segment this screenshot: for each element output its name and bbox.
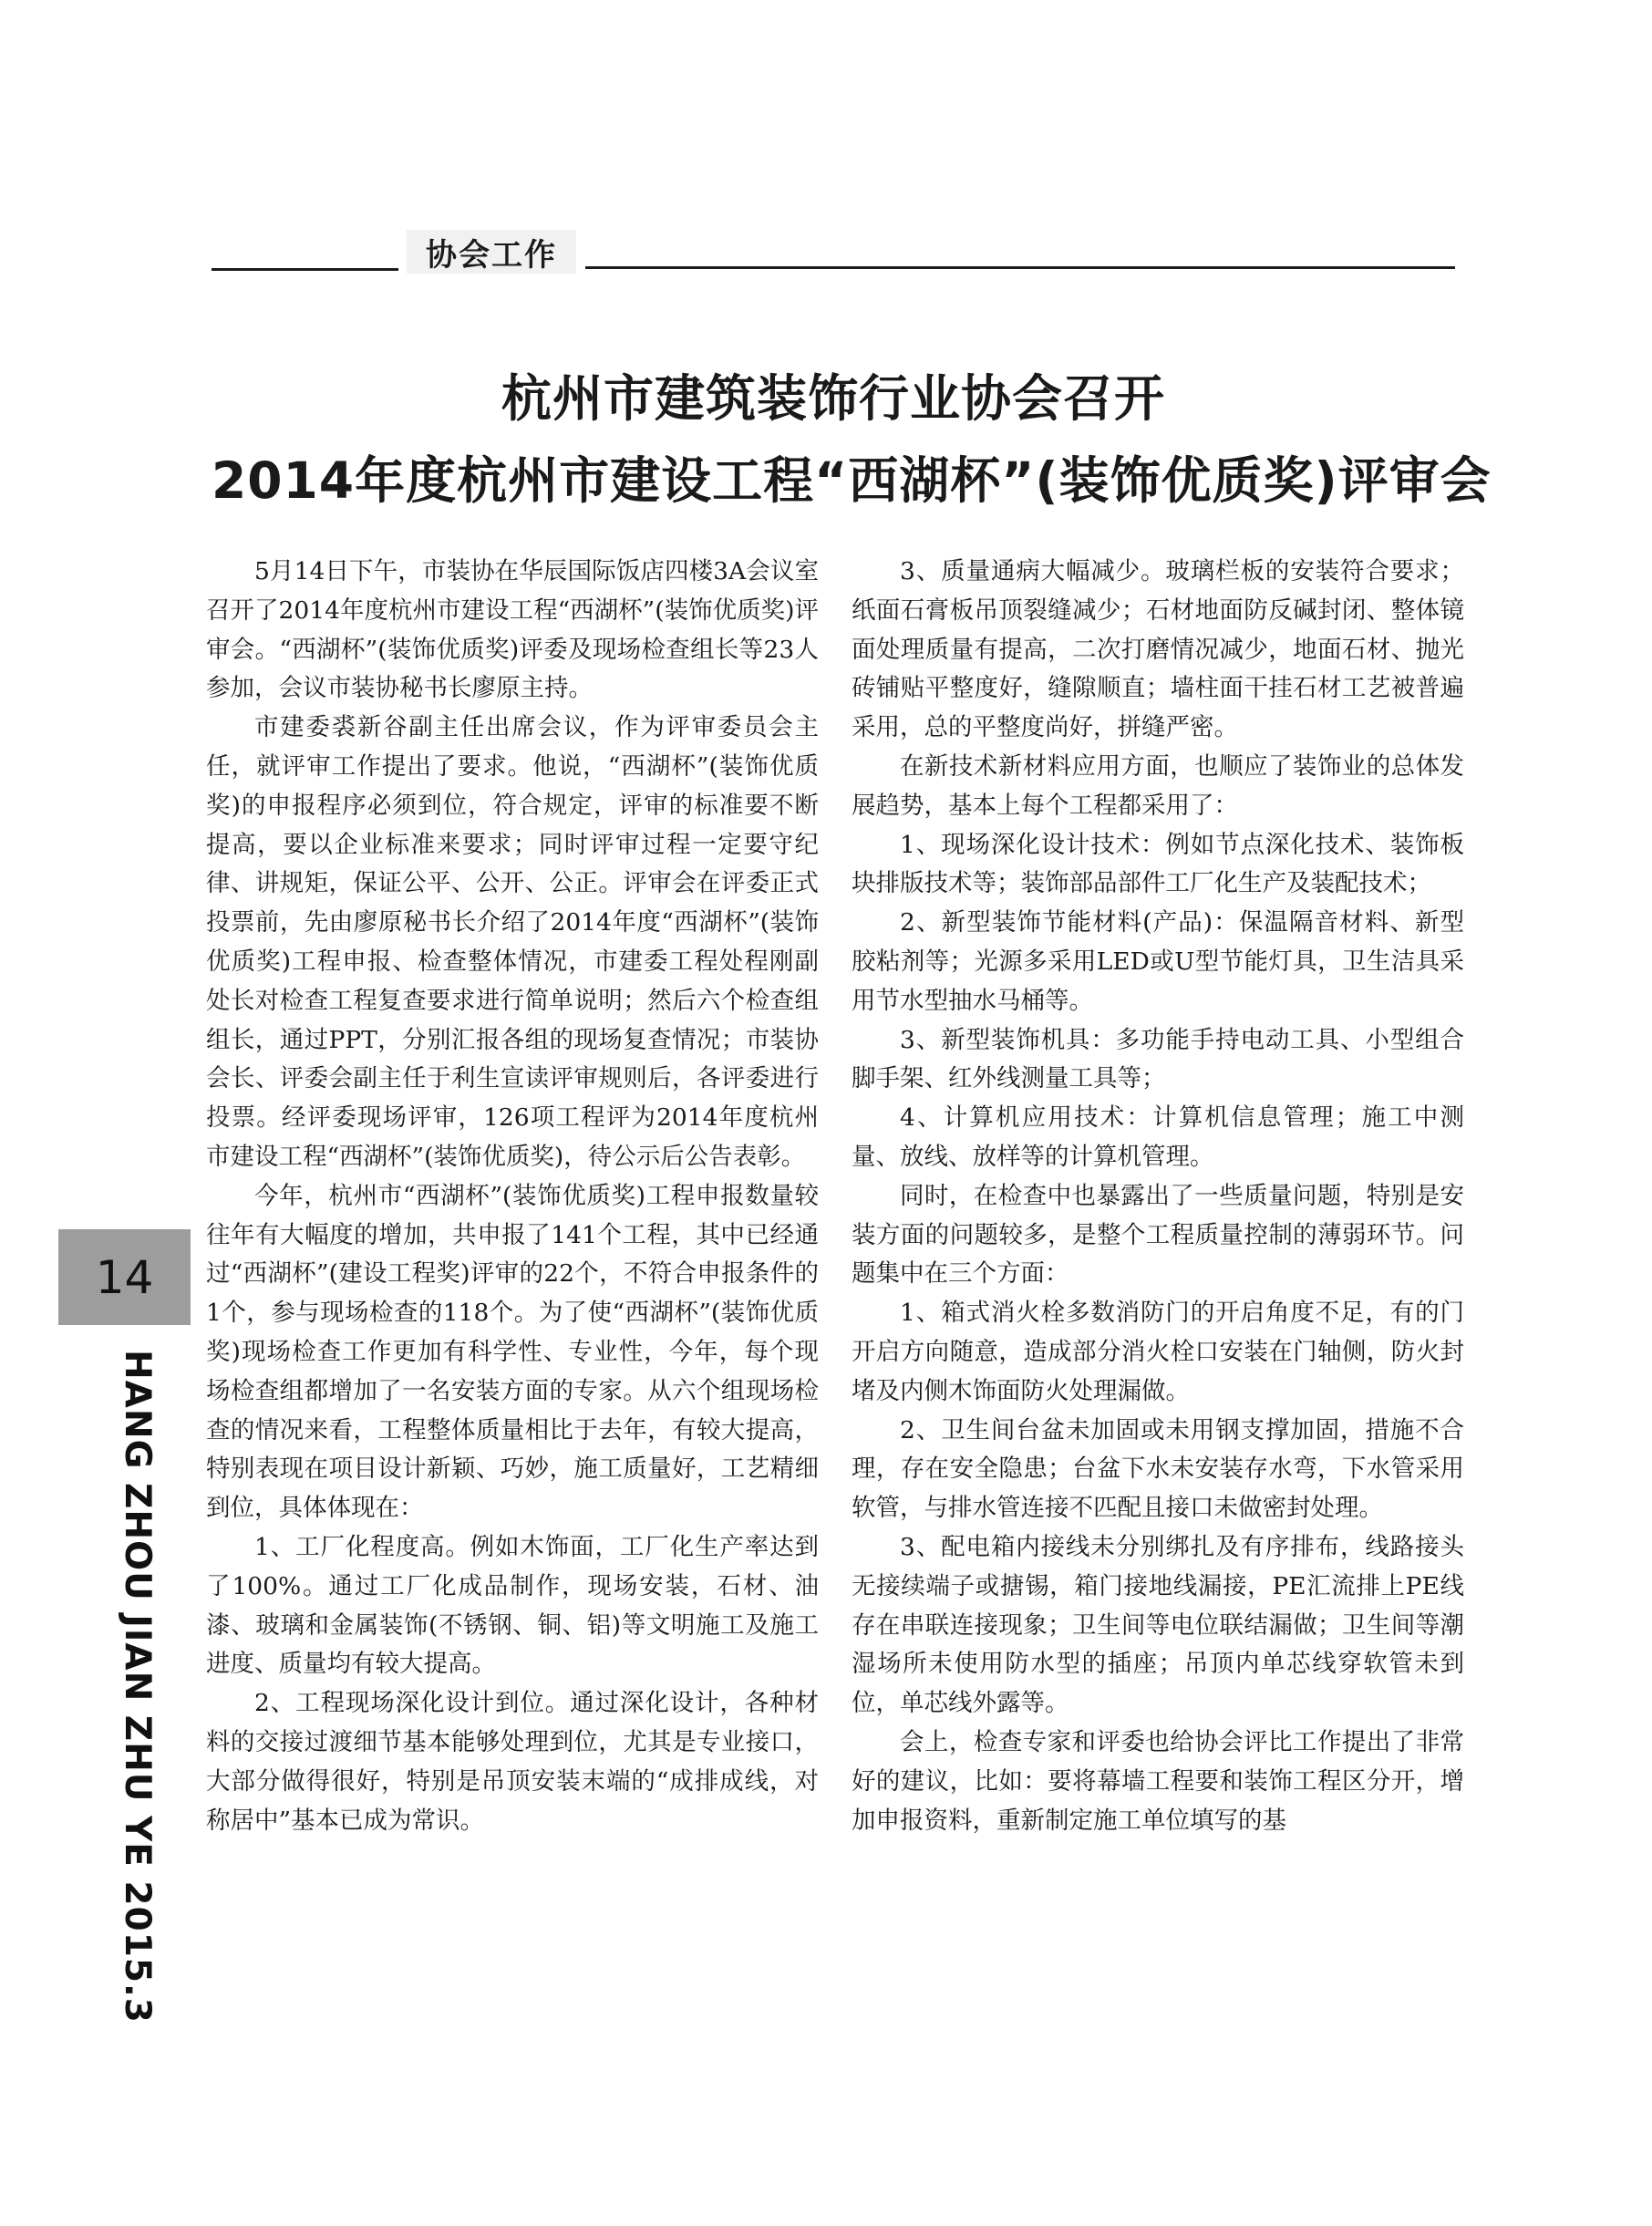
page-number-tab bbox=[58, 1229, 191, 1325]
paragraph: 同时，在检查中也暴露出了一些质量问题，特别是安装方面的问题较多，是整个工程质量控制的薄弱环节。问题集中在三个方面： bbox=[852, 1181, 1464, 1289]
section-tab bbox=[407, 230, 576, 274]
right-column bbox=[852, 553, 1464, 1840]
paragraph: 1、工厂化程度高。例如木饰面，工厂化生产率达到了100%。通过工厂化成品制作，现场安装，石材、油漆、玻璃和金属装饰(不锈钢、铜、铝)等文明施工及施工进度、质量均有较大提高。 bbox=[206, 1532, 819, 1679]
paragraph: 在新技术新材料应用方面，也顺应了装饰业的总体发展趋势，基本上每个工程都采用了： bbox=[852, 751, 1464, 820]
journal-issue-label: HANG ZHOU JIAN ZHU YE 2015.3 bbox=[117, 1350, 158, 2024]
paragraph: 今年，杭州市“西湖杯”(装饰优质奖)工程申报数量较往年有大幅度的增加，共申报了141个工程，其中已经通过“西湖杯”(建设工程奖)评审的22个，不符合申报条件的1个，参与现场检查的118个。为了使“西湖杯”(装饰优质奖)现场检查工作更加有科学性、专业性，今年，每个现场检查组都增加了一名安装方面的专家。从六个组现场检查的情况来看，工程整体质量相比于去年，有较大提高，特别表现在项目设计新颖、巧妙，施工质量好，工艺精细到位，具体体现在： bbox=[206, 1181, 819, 1523]
paragraph: 2、新型装饰节能材料(产品)：保温隔音材料、新型胶粘剂等；光源多采用LED或U型节能灯具，卫生洁具采用节水型抽水马桶等。 bbox=[852, 908, 1464, 1015]
paragraph: 1、箱式消火栓多数消防门的开启角度不足，有的门开启方向随意，造成部分消火栓口安装在门轴侧，防火封堵及内侧木饰面防火处理漏做。 bbox=[852, 1299, 1464, 1405]
paragraph: 3、质量通病大幅减少。玻璃栏板的安装符合要求；纸面石膏板吊顶裂缝减少；石材地面防反碱封闭、整体镜面处理质量有提高，二次打磨情况减少，地面石材、抛光砖铺贴平整度好，缝隙顺直；墙柱面干挂石材工艺被普遍采用，总的平整度尚好，拼缝严密。 bbox=[852, 557, 1464, 742]
paragraph: 3、新型装饰机具：多功能手持电动工具、小型组合脚手架、红外线测量工具等； bbox=[852, 1025, 1464, 1093]
paragraph: 市建委裘新谷副主任出席会议，作为评审委员会主任，就评审工作提出了要求。他说，“西湖杯”(装饰优质奖)的申报程序必须到位，符合规定，评审的标准要不断提高，要以企业标准来要求；同时评审过程一定要守纪律、讲规矩，保证公平、公开、公正。评审会在评委正式投票前，先由廖原秘书长介绍了2014年度“西湖杯”(装饰优质奖)工程申报、检查整体情况，市建委工程处程刚副处长对检查工程复查要求进行简单说明；然后六个检查组组长，通过PPT，分别汇报各组的现场复查情况；市装协会长、评委会副主任于利生宣读评审规则后，各评委进行投票。经评委现场评审，126项工程评为2014年度杭州市建设工程“西湖杯”(装饰优质奖)，待公示后公告表彰。 bbox=[206, 713, 819, 1171]
paragraph: 会上，检查专家和评委也给协会评比工作提出了非常好的建议，比如：要将幕墙工程要和装饰工程区分开，增加申报资料，重新制定施工单位填写的基 bbox=[852, 1727, 1464, 1835]
paragraph: 2、卫生间台盆未加固或未用钢支撑加固，措施不合理，存在安全隐患；台盆下水未安装存水弯，下水管采用软管，与排水管连接不匹配且接口未做密封处理。 bbox=[852, 1415, 1464, 1523]
paragraph: 1、现场深化设计技术：例如节点深化技术、装饰板块排版技术等；装饰部品部件工厂化生产及装配技术； bbox=[852, 830, 1464, 898]
paragraph: 4、计算机应用技术：计算机信息管理；施工中测量、放线、放样等的计算机管理。 bbox=[852, 1103, 1464, 1171]
paragraph: 3、配电箱内接线未分别绑扎及有序排布，线路接头无接续端子或搪锡，箱门接地线漏接，PE汇流排上PE线存在串联连接现象；卫生间等电位联结漏做；卫生间等潮湿场所未使用防水型的插座；吊顶内单芯线穿软管未到位，单芯线外露等。 bbox=[852, 1532, 1464, 1718]
section-label: 协会工作 bbox=[426, 236, 557, 274]
section-header bbox=[212, 230, 1455, 275]
article-title bbox=[212, 357, 1492, 522]
left-column bbox=[206, 553, 819, 1840]
header-rule-right bbox=[585, 266, 1455, 269]
title-line-2: 2014年度杭州市建设工程“西湖杯”(装饰优质奖)评审会 bbox=[212, 451, 1492, 510]
paragraph: 5月14日下午，市装协在华辰国际饭店四楼3A会议室召开了2014年度杭州市建设工程“西湖杯”(装饰优质奖)评审会。“西湖杯”(装饰优质奖)评委及现场检查组长等23人参加，会议市装协秘书长廖原主持。 bbox=[206, 557, 819, 703]
paragraph: 2、工程现场深化设计到位。通过深化设计，各种材料的交接过渡细节基本能够处理到位，尤其是专业接口，大部分做得很好，特别是吊顶安装末端的“成排成线，对称居中”基本已成为常识。 bbox=[206, 1689, 819, 1835]
header-rule-left bbox=[212, 268, 398, 271]
page-number: 14 bbox=[95, 1250, 154, 1304]
title-line-1: 杭州市建筑装饰行业协会召开 bbox=[501, 369, 1165, 428]
